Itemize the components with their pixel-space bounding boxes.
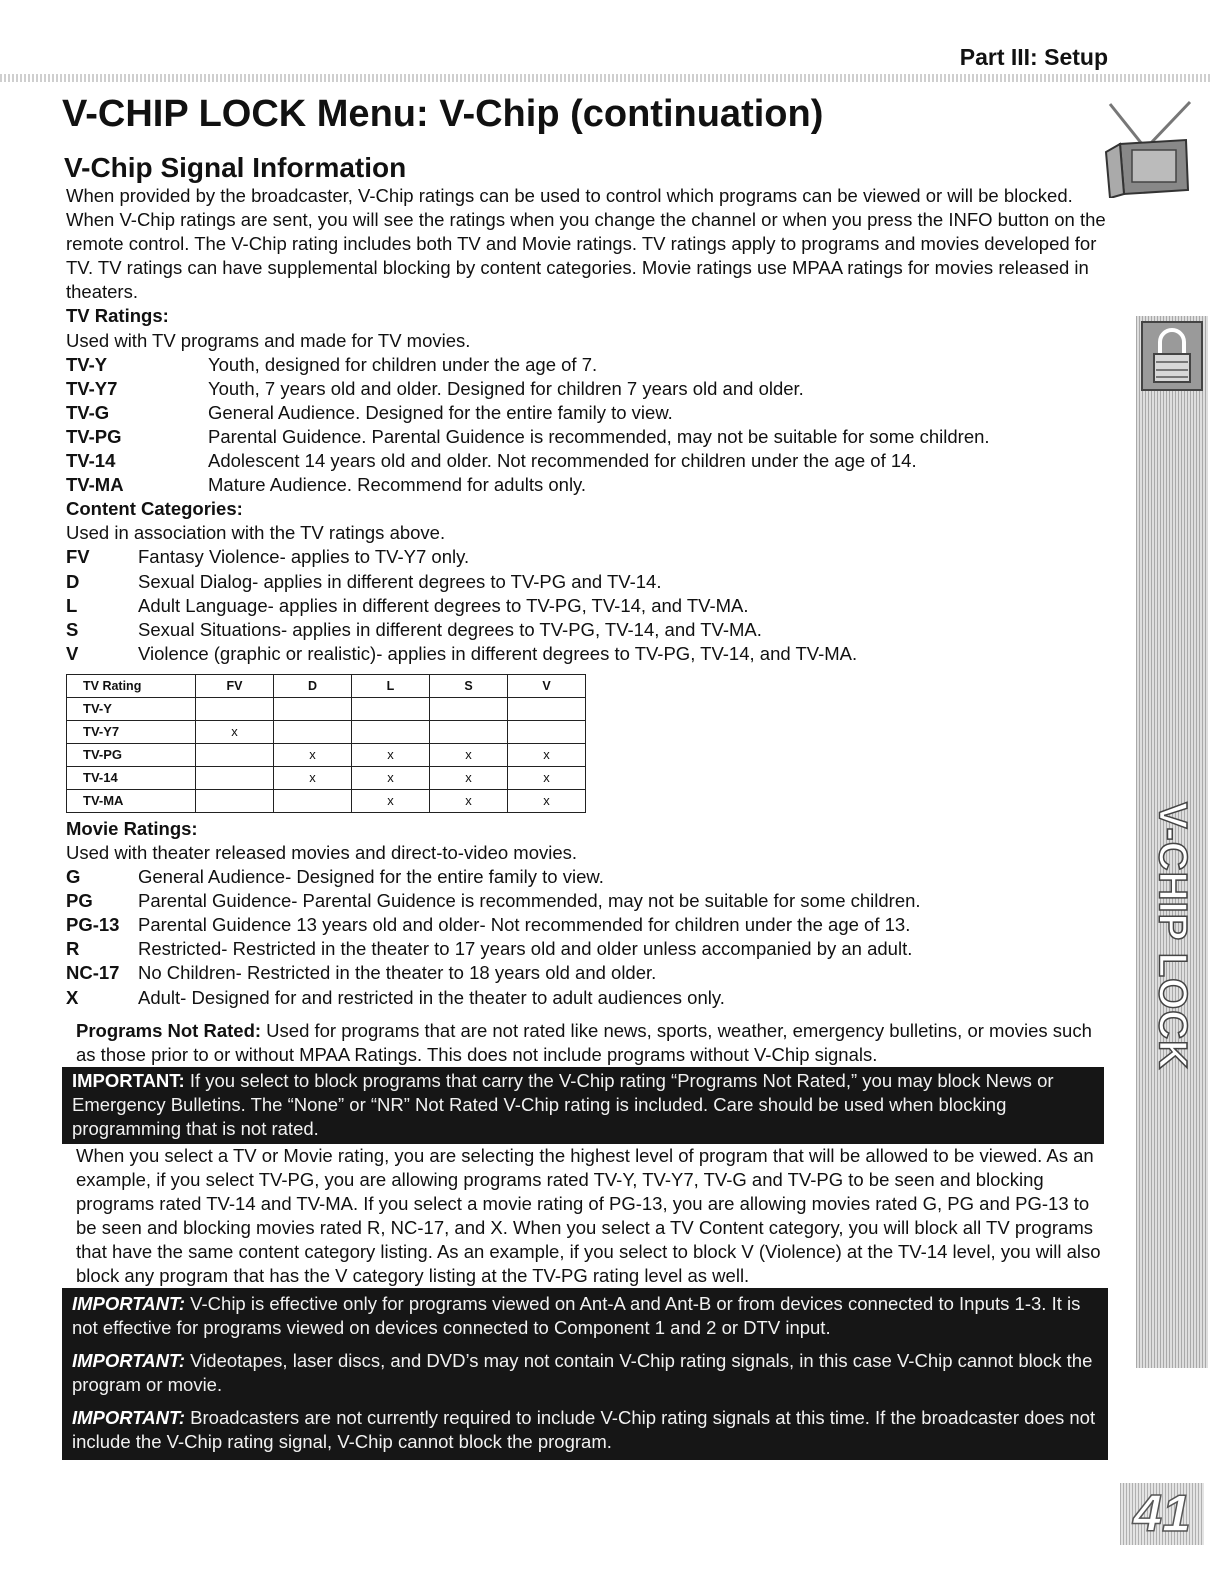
- table-cell: [274, 697, 352, 720]
- rating-code: X: [66, 986, 79, 1008]
- rating-code: TV-Y7: [66, 377, 118, 399]
- category-code: S: [66, 618, 79, 640]
- category-item: [66, 642, 1106, 666]
- page-number: 41: [1120, 1483, 1204, 1545]
- table-header: S: [430, 674, 508, 697]
- category-text: Violence (graphic or realistic)- applies in different degrees to TV-PG, TV-14, and TV-MA.: [138, 642, 858, 664]
- category-code: D: [66, 570, 80, 592]
- category-code: V: [66, 642, 79, 664]
- pnr-label: Programs Not Rated:: [76, 1019, 262, 1041]
- movie-rating-item: [66, 865, 1106, 889]
- content-categories-desc: Used in association with the TV ratings above.: [66, 522, 446, 544]
- table-header: D: [274, 674, 352, 697]
- selection-note: When you select a TV or Movie rating, you are selecting the highest level of program that will be allowed to be viewed. As an example, if you select TV-PG, you are allowing programs rated TV-Y, TV-Y7, TV-G and TV-PG to be seen and blocking programs rated TV-14 and TV-MA. If you select a movie rating of PG-13, you are allowing movies rated G, PG and PG-13 to be seen and blocking movies rated R, NC-17, and X. When you select a TV Content category, you will block all TV programs that have the same content category listing. As an example, if you select to block V (Violence) at the TV-14 level, you will also block any program that has the V category listing at the TV-PG rating level as well.: [76, 1144, 1101, 1287]
- rating-text: Youth, 7 years old and older. Designed for children 7 years old and older.: [208, 377, 804, 399]
- rating-text: Parental Guidence- Parental Guidence is recommended, may not be suitable for some children.: [138, 890, 921, 912]
- table-cell: [196, 789, 274, 812]
- rating-text: Adult- Designed for and restricted in the theater to adult audiences only.: [138, 986, 725, 1008]
- side-tab-label: V-CHIP LOCK: [1150, 801, 1195, 1071]
- tv-rating-item: [66, 449, 1106, 473]
- movie-rating-item: [66, 961, 1106, 985]
- rating-code: PG-13: [66, 914, 120, 936]
- table-row: [67, 743, 586, 766]
- tv-rating-item: [66, 353, 1106, 377]
- movie-rating-item: [66, 937, 1106, 961]
- table-row: [67, 766, 586, 789]
- movie-ratings-list: [66, 865, 1106, 1010]
- table-cell: x: [430, 743, 508, 766]
- rating-category-table: [66, 674, 586, 813]
- movie-ratings-heading: Movie Ratings:: [66, 817, 198, 839]
- important-notes-box: [62, 1288, 1108, 1460]
- table-cell: [196, 743, 274, 766]
- rating-text: General Audience. Designed for the entire family to view.: [208, 401, 673, 423]
- important-note: [72, 1292, 1098, 1340]
- important-label: IMPORTANT:: [72, 1069, 185, 1091]
- table-cell: [508, 720, 586, 743]
- rating-code: NC-17: [66, 962, 120, 984]
- table-cell: x: [508, 766, 586, 789]
- table-cell: x: [352, 789, 430, 812]
- table-cell: TV-Y: [67, 697, 196, 720]
- pnr-text: Used for programs that are not rated like news, sports, weather, emergency bulletins, or movies such as those prior to or without MPAA Ratings. This does not include programs without V-Chip signals.: [76, 1019, 1092, 1065]
- tv-ratings-heading: TV Ratings:: [66, 305, 169, 327]
- rating-code: R: [66, 938, 80, 960]
- table-row: [67, 697, 586, 720]
- tv-icon: [1090, 98, 1206, 198]
- table-cell: [508, 697, 586, 720]
- important-text: If you select to block programs that carry the V-Chip rating “Programs Not Rated,” you may block News or Emergency Bulletins. The “None” or “NR” Not Rated V-Chip rating is included. Care should be used when blocking programming that is not rated.: [72, 1069, 1054, 1139]
- movie-ratings-desc: Used with theater released movies and direct-to-video movies.: [66, 841, 578, 863]
- category-item: [66, 545, 1106, 569]
- movie-rating-item: [66, 889, 1106, 913]
- rating-code: TV-Y: [66, 353, 108, 375]
- table-row: [67, 720, 586, 743]
- table-cell: [430, 697, 508, 720]
- table-cell: [196, 766, 274, 789]
- table-cell: x: [196, 720, 274, 743]
- rating-text: Youth, designed for children under the age of 7.: [208, 353, 598, 375]
- important-note: [72, 1349, 1098, 1397]
- table-cell: x: [508, 743, 586, 766]
- programs-not-rated: [66, 1019, 1106, 1067]
- category-code: FV: [66, 546, 90, 568]
- important-box: [62, 1067, 1104, 1144]
- important-text: Videotapes, laser discs, and DVD’s may not contain V-Chip rating signals, in this case V-Chip cannot block the program or movie.: [72, 1350, 1093, 1396]
- category-item: [66, 618, 1106, 642]
- rating-text: General Audience- Designed for the entire family to view.: [138, 866, 604, 888]
- table-header-row: [67, 674, 586, 697]
- table-cell: x: [352, 766, 430, 789]
- important-label: IMPORTANT:: [72, 1407, 186, 1429]
- table-cell: TV-PG: [67, 743, 196, 766]
- tv-rating-item: [66, 473, 1106, 497]
- table-cell: TV-Y7: [67, 720, 196, 743]
- tv-rating-item: [66, 401, 1106, 425]
- table-cell: [352, 697, 430, 720]
- important-label: IMPORTANT:: [72, 1293, 186, 1315]
- movie-rating-item: [66, 986, 1106, 1010]
- rating-text: Adolescent 14 years old and older. Not recommended for children under the age of 14.: [208, 450, 917, 472]
- important-text: Broadcasters are not currently required to include V-Chip rating signals at this time. If the broadcaster does not include the V-Chip rating signal, V-Chip cannot block the program.: [72, 1407, 1096, 1453]
- important-note: [72, 1406, 1098, 1454]
- table-header: TV Rating: [67, 674, 196, 697]
- rating-text: Parental Guidence. Parental Guidence is recommended, may not be suitable for some children.: [208, 425, 990, 447]
- table-cell: x: [430, 789, 508, 812]
- main-content: [66, 184, 1106, 1460]
- table-cell: TV-MA: [67, 789, 196, 812]
- category-text: Sexual Situations- applies in different degrees to TV-PG, TV-14, and TV-MA.: [138, 618, 762, 640]
- table-cell: [196, 697, 274, 720]
- side-tab: [1136, 316, 1208, 1368]
- content-categories-list: [66, 545, 1106, 665]
- rating-text: Restricted- Restricted in the theater to 17 years old and older unless accompanied by an adult.: [138, 938, 913, 960]
- category-text: Adult Language- applies in different degrees to TV-PG, TV-14, and TV-MA.: [138, 594, 749, 616]
- category-code: L: [66, 594, 78, 616]
- page-title: V-CHIP LOCK Menu: V-Chip (continuation): [62, 93, 824, 135]
- table-header: FV: [196, 674, 274, 697]
- movie-rating-item: [66, 913, 1106, 937]
- table-cell: [352, 720, 430, 743]
- table-cell: [274, 789, 352, 812]
- table-cell: x: [274, 766, 352, 789]
- header-divider: [0, 74, 1210, 82]
- lock-icon: [1140, 320, 1204, 392]
- table-cell: TV-14: [67, 766, 196, 789]
- content-categories-heading: Content Categories:: [66, 498, 243, 520]
- rating-code: TV-PG: [66, 425, 122, 447]
- rating-code: TV-14: [66, 450, 116, 472]
- table-cell: [430, 720, 508, 743]
- category-text: Fantasy Violence- applies to TV-Y7 only.: [138, 546, 470, 568]
- category-item: [66, 570, 1106, 594]
- rating-code: G: [66, 866, 81, 888]
- tv-ratings-desc: Used with TV programs and made for TV movies.: [66, 329, 471, 351]
- category-item: [66, 594, 1106, 618]
- table-header: L: [352, 674, 430, 697]
- important-label: IMPORTANT:: [72, 1350, 186, 1372]
- rating-code: PG: [66, 890, 93, 912]
- section-subtitle: V-Chip Signal Information: [64, 152, 407, 183]
- important-text: V-Chip is effective only for programs viewed on Ant-A and Ant-B or from devices connected to Inputs 1-3. It is not effective for programs viewed on devices connected to Component 1 and 2 or DTV input.: [72, 1293, 1081, 1339]
- rating-code: TV-G: [66, 401, 110, 423]
- table-cell: [274, 720, 352, 743]
- table-header: V: [508, 674, 586, 697]
- table-cell: x: [274, 743, 352, 766]
- rating-text: Parental Guidence 13 years old and older- Not recommended for children under the age of 13.: [138, 914, 911, 936]
- tv-rating-item: [66, 425, 1106, 449]
- table-row: [67, 789, 586, 812]
- table-cell: x: [508, 789, 586, 812]
- intro-paragraph: When provided by the broadcaster, V-Chip ratings can be used to control which programs can be viewed or will be blocked. When V-Chip ratings are sent, you will see the ratings when you change the channel or when you press the INFO button on the remote control. The V-Chip rating includes both TV and Movie ratings. TV ratings apply to programs and movies developed for TV. TV ratings can have supplemental blocking by content categories. Movie ratings use MPAA ratings for movies released in theaters.: [66, 185, 1106, 303]
- tv-ratings-list: [66, 353, 1106, 498]
- category-text: Sexual Dialog- applies in different degrees to TV-PG and TV-14.: [138, 570, 662, 592]
- table-cell: x: [352, 743, 430, 766]
- table-cell: x: [430, 766, 508, 789]
- rating-text: Mature Audience. Recommend for adults only.: [208, 474, 587, 496]
- rating-code: TV-MA: [66, 474, 124, 496]
- tv-rating-item: [66, 377, 1106, 401]
- section-header: Part III: Setup: [959, 44, 1108, 70]
- rating-text: No Children- Restricted in the theater to 18 years old and older.: [138, 962, 657, 984]
